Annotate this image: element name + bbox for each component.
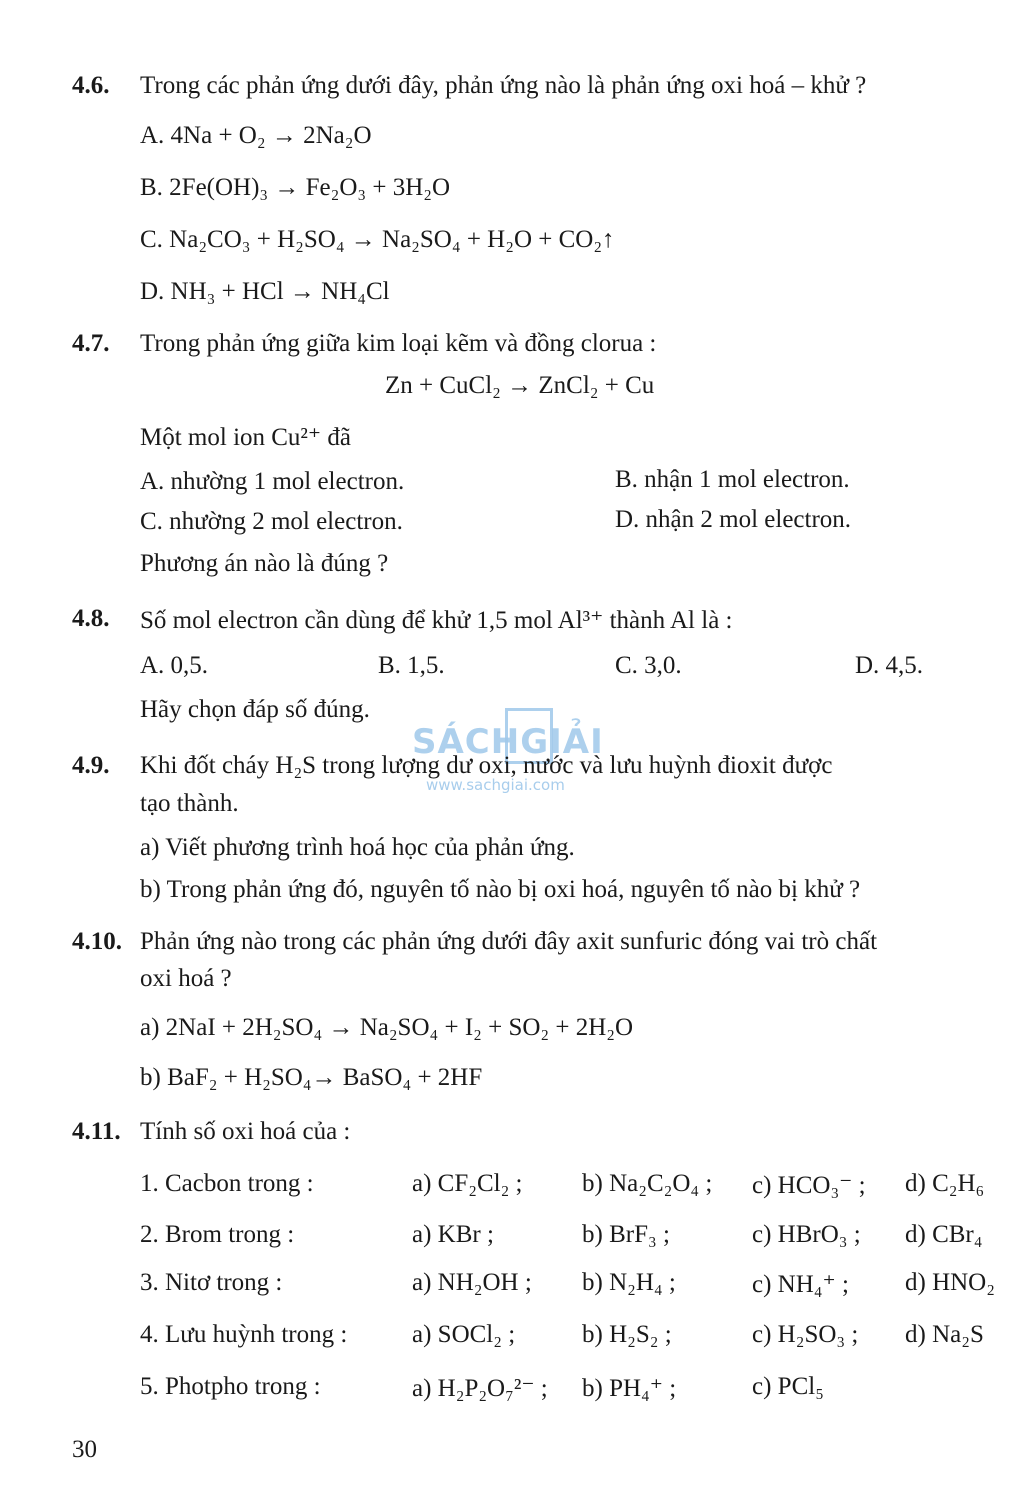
row-item-a: a) KBr ; (412, 1221, 494, 1248)
question-number: 4.9. (72, 752, 110, 779)
question-text: Số mol electron cần dùng để khử 1,5 mol Al³⁺ thành Al là : (140, 607, 733, 634)
question-text: Trong phản ứng giữa kim loại kẽm và đồng clorua : (140, 330, 657, 357)
option-d: D. NH₃ + HCl → NH₄Cl (140, 278, 390, 305)
row-item-c: c) HBrO₃ ; (752, 1221, 861, 1248)
row-item-b: b) H₂S₂ ; (582, 1321, 672, 1348)
row-item-c: c) NH₄⁺ ; (752, 1271, 849, 1298)
row-item-b: b) PH₄⁺ ; (582, 1375, 677, 1402)
page-number: 30 (72, 1436, 97, 1463)
option-c: C. 3,0. (615, 652, 682, 679)
option-a: A. 4Na + O₂ → 2Na₂O (140, 122, 372, 149)
equation-a: a) 2NaI + 2H₂SO₄ → Na₂SO₄ + I₂ + SO₂ + 2H₂O (140, 1014, 634, 1041)
question-number: 4.10. (72, 928, 122, 955)
option-b: B. nhận 1 mol electron. (615, 466, 850, 493)
question-number: 4.8. (72, 605, 110, 632)
option-d: D. nhận 2 mol electron. (615, 506, 852, 533)
option-a: A. nhường 1 mol electron. (140, 468, 405, 495)
row-label: 2. Brom trong : (140, 1221, 295, 1248)
row-item-c: c) PCl₅ (752, 1373, 824, 1400)
row-label: 4. Lưu huỳnh trong : (140, 1321, 348, 1348)
row-item-c: c) HCO₃⁻ ; (752, 1172, 866, 1199)
question-text: Khi đốt cháy H₂S trong lượng dư oxi, nước và lưu huỳnh đioxit được (140, 752, 833, 779)
option-c: C. Na₂CO₃ + H₂SO₄ → Na₂SO₄ + H₂O + CO₂↑ (140, 226, 615, 253)
row-item-b: b) N₂H₄ ; (582, 1269, 676, 1296)
row-item-d: d) CBr₄ (905, 1221, 983, 1248)
row-item-d: d) Na₂S (905, 1321, 984, 1348)
question-text: Tính số oxi hoá của : (140, 1118, 351, 1145)
question-number: 4.7. (72, 330, 110, 357)
option-c: C. nhường 2 mol electron. (140, 508, 403, 535)
equation: Zn + CuCl₂ → ZnCl₂ + Cu (385, 372, 655, 399)
row-item-d: d) HNO₂ (905, 1269, 995, 1296)
question-prompt: Hãy chọn đáp số đúng. (140, 696, 370, 723)
row-item-b: b) BrF₃ ; (582, 1221, 670, 1248)
option-a: A. 0,5. (140, 652, 209, 679)
watermark-url: www.sachgiai.com (426, 776, 565, 794)
row-item-a: a) SOCl₂ ; (412, 1321, 516, 1348)
equation-b: b) BaF₂ + H₂SO₄→ BaSO₄ + 2HF (140, 1064, 483, 1091)
row-label: 1. Cacbon trong : (140, 1170, 314, 1197)
watermark-logo: SÁCHGIẢI (412, 722, 604, 762)
row-item-d: d) C₂H₆ (905, 1170, 985, 1197)
row-item-a: a) NH₂OH ; (412, 1269, 532, 1296)
question-text: Trong các phản ứng dưới đây, phản ứng nào là phản ứng oxi hoá – khử ? (140, 72, 867, 99)
option-b: B. 1,5. (378, 652, 445, 679)
question-number: 4.11. (72, 1118, 121, 1145)
sub-question-b: b) Trong phản ứng đó, nguyên tố nào bị oxi hoá, nguyên tố nào bị khử ? (140, 876, 861, 903)
row-item-a: a) H₂P₂O₇²⁻ ; (412, 1375, 548, 1402)
question-text: Phản ứng nào trong các phản ứng dưới đây axit sunfuric đóng vai trò chất (140, 928, 878, 955)
option-b: B. 2Fe(OH)₃ → Fe₂O₃ + 3H₂O (140, 174, 451, 201)
row-label: 5. Photpho trong : (140, 1373, 321, 1400)
row-item-a: a) CF₂Cl₂ ; (412, 1170, 523, 1197)
question-prompt: Phương án nào là đúng ? (140, 550, 389, 577)
question-text: oxi hoá ? (140, 965, 232, 992)
question-text: Một mol ion Cu²⁺ đã (140, 424, 351, 451)
question-text: tạo thành. (140, 790, 239, 817)
row-label: 3. Nitơ trong : (140, 1269, 283, 1296)
sub-question-a: a) Viết phương trình hoá học của phản ứng. (140, 834, 575, 861)
question-number: 4.6. (72, 72, 110, 99)
row-item-b: b) Na₂C₂O₄ ; (582, 1170, 713, 1197)
row-item-c: c) H₂SO₃ ; (752, 1321, 859, 1348)
option-d: D. 4,5. (855, 652, 924, 679)
